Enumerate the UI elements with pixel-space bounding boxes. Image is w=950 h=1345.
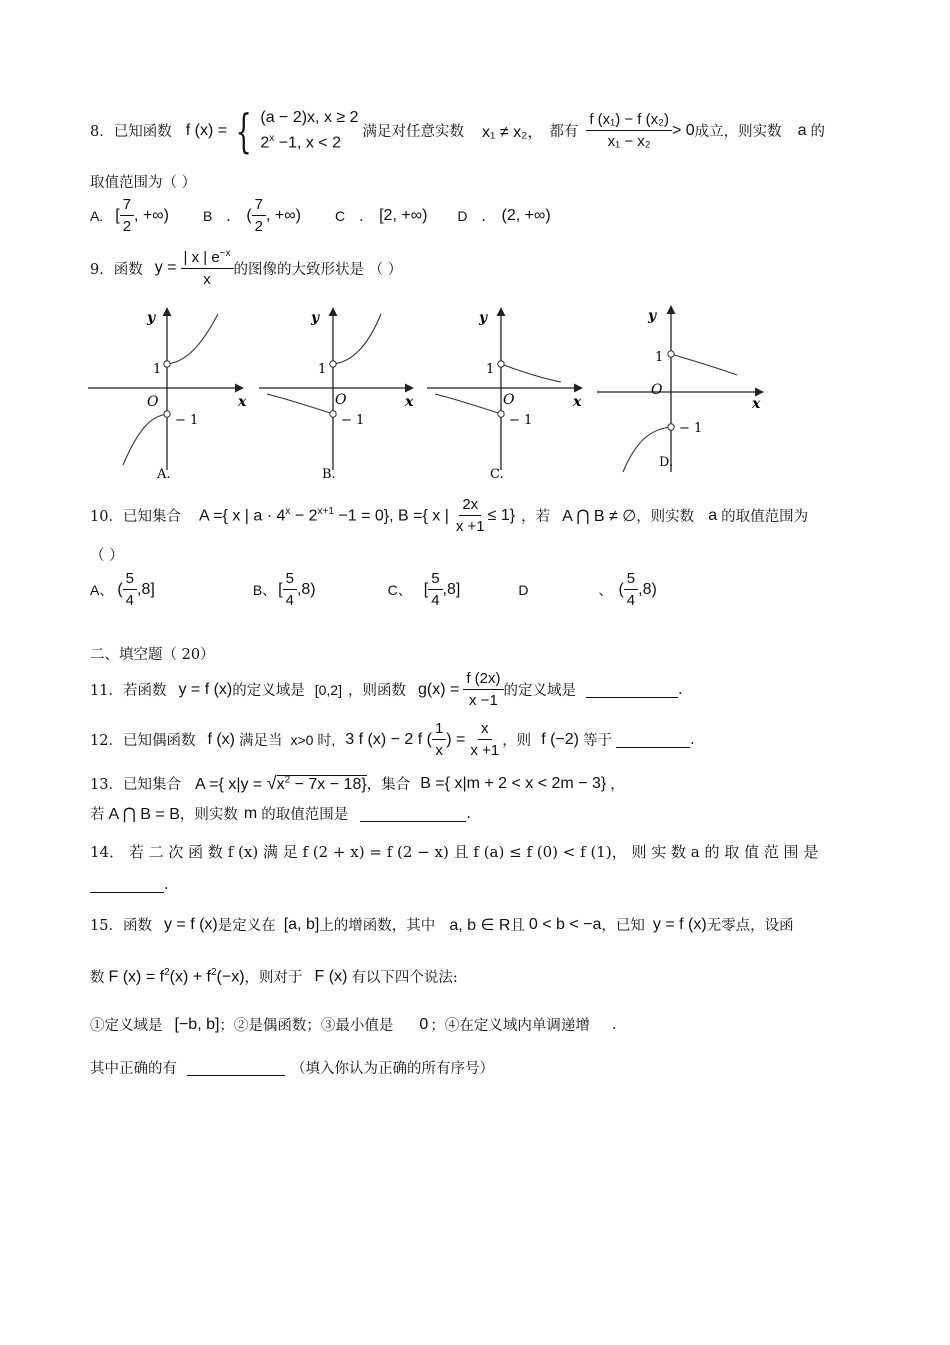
q15-line2	[90, 966, 458, 987]
graph-d-y-label: y	[648, 308, 657, 324]
graph-a-curve-right	[167, 314, 218, 364]
q14-line2	[90, 876, 169, 893]
q12-fm2: f (−2)	[541, 730, 579, 748]
q13-set-a: A ={ $x|y = √x^2 - 7x - 18$}	[194, 773, 367, 793]
q12-text1: 满足当	[239, 733, 283, 750]
q9-y: y =	[154, 259, 177, 277]
q15-text3: 且	[510, 918, 525, 934]
q11-gx: g(x) =	[417, 680, 460, 698]
q10-set-b-end: ≤ 1}	[487, 506, 516, 524]
graph-a	[88, 308, 247, 482]
q15-cond2: 0 < b < −a	[528, 915, 602, 933]
graph-d-curve-right	[671, 354, 737, 375]
q15-text5: 无零点，设函	[706, 918, 794, 934]
q10-opt-b: [ $\frac{5}{4}$ ,8)	[278, 570, 316, 610]
q15-Fx2: F (x)	[314, 967, 348, 985]
q12-text2: ，则	[502, 733, 532, 750]
q8-opt-c: [2, +∞)	[379, 206, 428, 224]
q8-gt0: > 0	[671, 121, 695, 139]
q8-text3: 成立，则实数	[694, 124, 782, 141]
q11-yfx: y = f (x)	[178, 680, 233, 698]
q15-domain: [−b, b]	[174, 1015, 220, 1033]
graph-b-origin: O	[335, 392, 347, 408]
q13-set-b: B ={ x|m + 2 < x < 2m − 3}	[420, 774, 607, 792]
q10-text2: ，则实数	[636, 509, 695, 526]
q10-line2: （ ）	[90, 548, 124, 564]
graph-c-neg-one: − 1	[509, 413, 533, 428]
q8-a: a	[797, 121, 807, 139]
graph-c-open-dot-top	[498, 361, 504, 367]
graph-a-open-dot-bottom	[164, 411, 170, 417]
graph-b-curve-left	[267, 394, 333, 414]
q15-line2-start: 数	[90, 970, 105, 986]
graph-d-neg-one: − 1	[679, 421, 703, 436]
q10-opt-a-label: A、	[90, 581, 114, 598]
q14-answer-blank[interactable]	[90, 876, 164, 893]
q10-options	[90, 570, 657, 610]
graph-a-one: 1	[153, 362, 162, 377]
q10-fraction: $\frac{2x}{x +1}$	[455, 496, 485, 536]
q11-end: .	[678, 681, 683, 698]
q10-condition: A ⋂ B ≠ ∅	[562, 507, 637, 525]
graph-b-open-dot-top	[330, 361, 336, 367]
q11-line	[90, 670, 683, 710]
q11-number: 11．若函数	[90, 683, 167, 700]
q15-line3	[90, 1014, 616, 1035]
graph-a-origin: O	[147, 394, 159, 410]
graph-a-curve-left	[123, 414, 167, 465]
q11-text3: 的定义域是	[503, 683, 576, 700]
graph-c	[427, 308, 582, 482]
graph-b	[259, 308, 414, 482]
q12-frac-x-x1: $\frac{x}{x +1}$	[470, 720, 500, 760]
q8-opt-b-label: B ．	[203, 207, 241, 224]
q8-x1x2: x₁ ≠ x₂，	[482, 124, 544, 142]
q15-text7: 有以下四个说法:	[351, 970, 458, 986]
q13-m: m	[243, 804, 258, 822]
q13-text2: ，则实数	[179, 807, 238, 823]
q15-answer-blank[interactable]	[187, 1059, 285, 1076]
q8-opt-b: ( $\frac{7}{2}$ , +∞)	[246, 196, 301, 236]
graph-d-x-label: x	[752, 396, 761, 412]
q10-opt-b-label: B、	[252, 581, 277, 598]
q8-opt-c-label: C ．	[334, 207, 374, 224]
section-2-heading: 二、填空题（ 20）	[90, 647, 215, 663]
q8-fraction: $\frac{\text{f (x₁) − f (x₂)}}{\text{x₁ − x₂}}$	[586, 111, 672, 151]
q8-cases	[260, 106, 358, 156]
graph-d	[597, 306, 763, 472]
q8-line1	[90, 103, 826, 158]
q15-line4	[90, 1057, 494, 1078]
graph-c-x-label: x	[573, 394, 582, 410]
q12-expr2: ) =	[446, 730, 466, 748]
graph-b-open-dot-bottom	[330, 411, 336, 417]
graph-c-open-dot-bottom	[498, 411, 504, 417]
graph-b-y-label: y	[311, 310, 320, 326]
q12-fx: f (x)	[207, 730, 235, 748]
graph-d-open-dot-top	[668, 351, 674, 357]
graph-d-open-dot-bottom	[668, 424, 674, 430]
graph-d-origin: O	[651, 382, 663, 398]
q10-opt-d: ( $\frac{5}{4}$ ,8)	[618, 570, 657, 610]
q15-yfx2: y = f (x)	[652, 915, 707, 933]
graph-b-x-label: x	[405, 394, 414, 410]
q8-opt-d: (2, +∞)	[501, 206, 551, 224]
graph-c-y-label: y	[479, 310, 488, 326]
q13-text1: ，集合	[366, 777, 411, 793]
q15-zero: 0	[419, 1015, 429, 1033]
q15-line3-c: ；④在定义域内单调递增	[430, 1018, 590, 1034]
q13-line2	[90, 803, 471, 824]
q8-opt-a: [ $\frac{7}{2}$ , +∞)	[115, 196, 169, 236]
q12-expr1: 3 f (x) − 2 f (	[345, 730, 432, 748]
q10-number: 10．已知集合	[90, 509, 181, 526]
q10-opt-a: ( $\frac{5}{4}$ ,8]	[117, 570, 155, 610]
q8-opt-a-label: A.	[90, 207, 104, 224]
graph-c-origin: O	[503, 392, 515, 408]
q15-line3-b: ；②是偶函数；③最小值是	[219, 1018, 394, 1034]
q13-text3: 的取值范围是	[261, 807, 349, 823]
q11-fraction: $\frac{f (2x)}{x -1}$	[463, 670, 503, 710]
q13-line2-start: 若	[90, 807, 105, 823]
graph-b-curve-right	[333, 314, 381, 364]
graph-b-one: 1	[318, 362, 327, 377]
q11-answer-blank[interactable]	[586, 681, 678, 698]
q15-text1: 是定义在	[217, 918, 276, 934]
q15-text4: ，已知	[601, 918, 645, 934]
q15-dot: .	[611, 1016, 617, 1033]
q10-set-a: A ={ x | $a \cdot 4^x - 2^{x+1} -1 = 0$}, B ={ x |	[198, 506, 449, 525]
q10-opt-d-label: D 、	[518, 581, 613, 598]
q15-interval: [a, b]	[283, 915, 320, 933]
q15-line4-a: 其中正确的有	[90, 1061, 177, 1077]
q12-answer-blank[interactable]	[616, 731, 690, 748]
q8-case2: $2^x -1$, x < 2	[260, 132, 341, 152]
graph-a-open-dot-top	[164, 361, 170, 367]
q15-line4-b: （填入你认为正确的所有序号）	[291, 1061, 494, 1077]
q8-text2: 都有	[549, 124, 579, 141]
q15-text6: ，则对于	[244, 970, 303, 986]
q13-answer-blank[interactable]	[360, 805, 466, 822]
q15-yfx: y = f (x)	[163, 915, 218, 933]
graph-c-curve-right	[501, 364, 561, 382]
q12-cond: x>0 时,	[290, 731, 336, 748]
q15-line1	[90, 914, 794, 935]
q9-fraction: $\frac{| x | e^{-x}}{x}$	[181, 248, 234, 289]
q11-text1: 的定义域是	[232, 683, 305, 700]
q10-text1: ，若	[521, 509, 551, 526]
q15-Fx-def: F $(x) = f^2(x) + f^2(-x)$	[108, 966, 245, 986]
q11-domain: [0,2]	[314, 681, 342, 698]
q13-comma: ，	[610, 777, 625, 793]
graph-d-label: D.	[659, 455, 674, 470]
q8-options	[90, 196, 551, 236]
graph-c-one: 1	[486, 362, 495, 377]
q15-text2: 上的增函数，其中	[319, 918, 436, 934]
q8-fx: f (x) =	[185, 121, 228, 139]
graph-a-y-label: y	[147, 310, 156, 326]
q8-opt-d-label: D ．	[457, 207, 496, 224]
q12-frac-1x: $\frac{1}{x}$	[432, 720, 446, 760]
q15-line3-a: ①定义域是	[90, 1018, 163, 1034]
q14-line1: 14． 若 二 次 函 数 f (x) 满 足 f (2 + x) = f (2 − x) 且 f (a) ≤ f (0) < f (1)， 则 实 数 a 的 取 值 范 围 是	[90, 843, 819, 861]
q12-end: .	[689, 731, 695, 748]
graph-c-curve-left	[435, 394, 501, 414]
q8-number: 8．已知函数	[90, 124, 172, 141]
q13-end: .	[466, 805, 471, 822]
graph-b-neg-one: − 1	[341, 413, 365, 428]
q15-cond1: a, b ∈ R	[449, 916, 511, 934]
q11-text2: ，则函数	[347, 683, 406, 700]
graph-a-x-label: x	[238, 394, 247, 410]
q12-line	[90, 720, 695, 760]
q9-line	[90, 248, 402, 289]
q8-brace: {	[235, 103, 252, 158]
q8-text4: 的	[810, 124, 826, 141]
q12-number: 12．已知偶函数	[90, 733, 196, 750]
q10-text3: 的取值范围为	[721, 509, 809, 526]
q15-number: 15．函数	[90, 918, 152, 934]
graph-b-label: B.	[322, 467, 336, 482]
graph-a-neg-one: − 1	[175, 413, 199, 428]
q8-text1: 满足对任意实数	[362, 124, 465, 141]
q13-number: 13．已知集合	[90, 777, 181, 793]
q10-line1	[90, 496, 808, 536]
graph-d-one: 1	[655, 350, 664, 365]
q10-a: a	[708, 506, 718, 524]
q10-opt-c: [ $\frac{5}{4}$ ,8]	[423, 570, 461, 610]
q9-text1: 的图像的大致形状是 （ ）	[233, 261, 403, 278]
q8-case1: (a − 2)x, x ≥ 2	[260, 109, 359, 126]
q12-text3: 等于	[582, 733, 612, 750]
q9-graphs	[85, 300, 775, 485]
q8-line2: 取值范围为（ ）	[90, 175, 197, 191]
q10-opt-c-label: C、	[387, 581, 412, 598]
q14-end: .	[164, 877, 169, 893]
graph-a-label: A.	[157, 467, 171, 482]
q9-number: 9．函数	[90, 261, 143, 278]
q13-line1	[90, 773, 625, 794]
graph-c-label: C.	[490, 467, 504, 482]
q13-condition: A ⋂ B = B	[108, 805, 180, 823]
